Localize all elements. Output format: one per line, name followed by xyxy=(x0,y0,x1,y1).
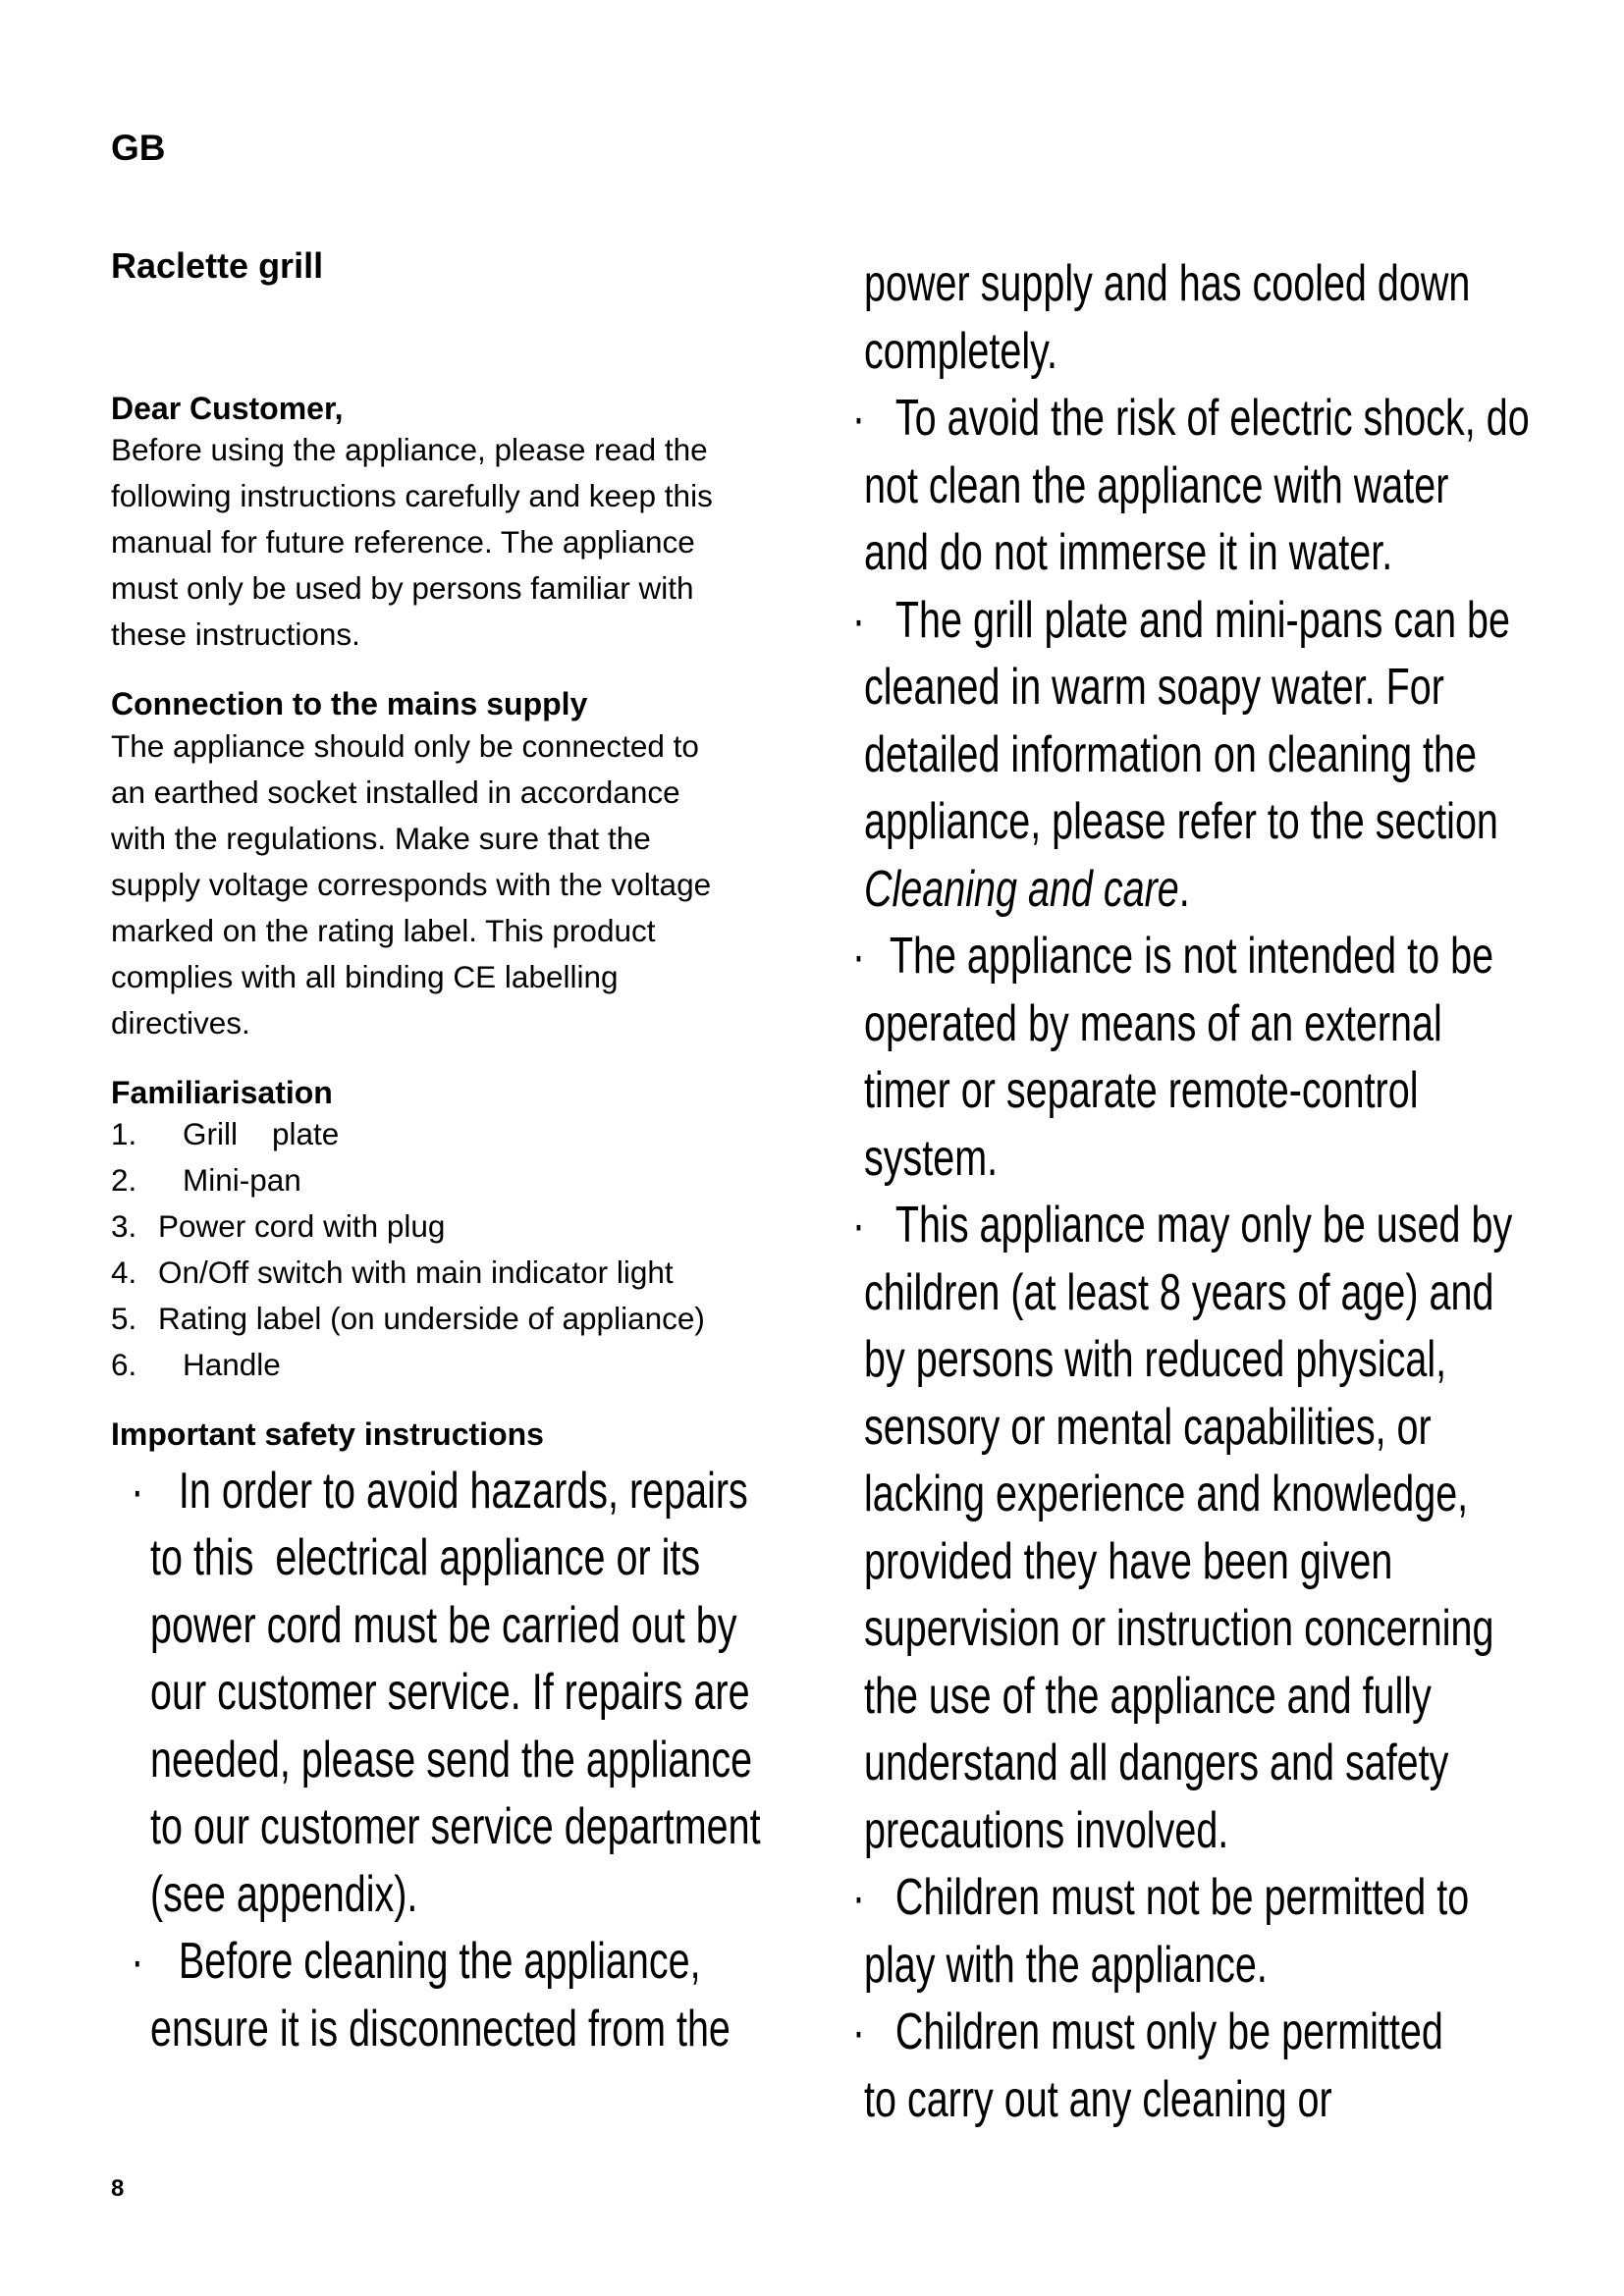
parts-list xyxy=(111,1111,798,1388)
text-line: directives. xyxy=(111,1004,250,1041)
item-text: Rating label (on underside of appliance) xyxy=(158,1301,705,1337)
text-line: the use of the appliance and fully xyxy=(864,1667,1432,1725)
item-text: Power cord with plug xyxy=(158,1208,446,1245)
bullet-icon: · xyxy=(851,1869,866,1926)
list-item xyxy=(111,1157,798,1203)
text-line: cleaned in warm soapy water. For xyxy=(864,659,1444,716)
mains-supply-section xyxy=(111,685,798,1045)
item-number: 1. xyxy=(111,1116,137,1152)
page-number: 8 xyxy=(111,2175,125,2202)
text-line: to this electrical appliance or its xyxy=(150,1529,701,1587)
item-number: 3. xyxy=(111,1208,137,1245)
text-line: to our customer service department xyxy=(150,1798,761,1856)
bullet-icon: · xyxy=(851,390,866,447)
text-line: ensure it is disconnected from the xyxy=(150,2000,731,2057)
text-line: precautions involved. xyxy=(864,1801,1229,1859)
list-item xyxy=(111,1342,798,1388)
text-line: marked on the rating label. This product xyxy=(111,912,656,948)
safety-bullet xyxy=(851,1864,1581,1999)
text-line: needed, please send the appliance xyxy=(150,1731,753,1789)
bullet-icon: · xyxy=(851,1197,866,1254)
text-line: following instructions carefully and keep this xyxy=(111,478,713,514)
familiarisation-heading: Familiarisation xyxy=(111,1074,333,1110)
text-line: supply voltage corresponds with the voltage xyxy=(111,866,712,902)
text-line: understand all dangers and safety xyxy=(864,1735,1449,1791)
text-line: · The appliance is not intended to be xyxy=(864,923,1409,990)
item-text: Handle xyxy=(183,1347,281,1383)
right-column xyxy=(851,250,1581,2133)
item-number: 2. xyxy=(111,1162,137,1199)
dear-customer-section xyxy=(111,390,798,658)
item-text: Mini-pan xyxy=(183,1162,301,1199)
text-line: not clean the appliance with water xyxy=(864,456,1449,514)
text-line: · To avoid the risk of electric shock, do xyxy=(864,385,1409,453)
text-line: supervision or instruction concerning xyxy=(864,1600,1494,1657)
text-line: completely. xyxy=(864,322,1057,380)
mains-supply-heading: Connection to the mains supply xyxy=(111,686,588,722)
bullet-icon: · xyxy=(851,591,866,649)
text-line: · In order to avoid hazards, repairs xyxy=(150,1458,643,1525)
text-line: operated by means of an external xyxy=(864,994,1442,1052)
text-line: complies with all binding CE labelling xyxy=(111,958,619,994)
safety-section xyxy=(111,1415,798,2062)
mains-supply-text xyxy=(111,723,798,1046)
text-line: timer or separate remote-control xyxy=(864,1062,1419,1119)
text-line: manual for future reference. The appliance xyxy=(111,524,695,561)
list-item xyxy=(111,1111,798,1157)
dear-customer-text xyxy=(111,427,798,658)
text-line: and do not immerse it in water. xyxy=(864,524,1393,581)
text-line: system. xyxy=(864,1129,999,1187)
safety-continuation xyxy=(864,250,1581,385)
text-line: children (at least 8 years of age) and xyxy=(864,1263,1494,1321)
section-reference: Cleaning and care xyxy=(864,860,1179,918)
safety-bullet xyxy=(851,923,1581,1192)
text-line: lacking experience and knowledge, xyxy=(864,1466,1469,1522)
text-line: · Children must not be permitted to xyxy=(864,1864,1409,1932)
safety-bullet xyxy=(851,385,1581,587)
text-line: must only be used by persons familiar with xyxy=(111,570,694,607)
text-line: provided they have been given xyxy=(864,1532,1393,1590)
item-text: Grill plate xyxy=(183,1116,340,1152)
item-text: On/Off switch with main indicator light xyxy=(158,1255,674,1291)
text-line: our customer service. If repairs are xyxy=(150,1664,750,1722)
text-line: an earthed socket installed in accordance xyxy=(111,774,680,810)
language-code: GB xyxy=(111,128,166,168)
bullet-icon: · xyxy=(851,928,866,985)
safety-bullet xyxy=(851,587,1581,924)
text-line: these instructions. xyxy=(111,616,360,653)
text-line: detailed information on cleaning the xyxy=(864,725,1477,783)
item-number: 4. xyxy=(111,1255,137,1291)
safety-bullet xyxy=(851,1192,1581,1864)
left-column xyxy=(111,245,798,2062)
item-number: 6. xyxy=(111,1347,137,1383)
item-number: 5. xyxy=(111,1301,137,1337)
text-line: by persons with reduced physical, xyxy=(864,1331,1447,1388)
text-line: appliance, please refer to the section xyxy=(864,793,1498,850)
safety-bullets-left xyxy=(131,1458,798,2063)
list-item xyxy=(111,1203,798,1250)
text-line: Cleaning and care. xyxy=(864,860,1190,918)
text-line: sensory or mental capabilities, or xyxy=(864,1398,1432,1456)
text-line: · Before cleaning the appliance, xyxy=(150,1928,643,1996)
bullet-icon: · xyxy=(851,2003,866,2060)
text-line: with the regulations. Make sure that the xyxy=(111,820,651,856)
text-line: Before using the appliance, please read the xyxy=(111,432,708,468)
list-item xyxy=(111,1296,798,1342)
document-title: Raclette grill xyxy=(111,245,324,286)
text-line: · Children must only be permitted xyxy=(864,1999,1409,2066)
text-line: to carry out any cleaning or xyxy=(864,2070,1332,2128)
text-line: · The grill plate and mini-pans can be xyxy=(864,587,1409,655)
list-item xyxy=(111,1250,798,1296)
text-line: · This appliance may only be used by xyxy=(864,1192,1409,1259)
text-line: (see appendix). xyxy=(150,1865,418,1923)
bullet-icon: · xyxy=(131,1462,144,1520)
text-line: play with the appliance. xyxy=(864,1936,1268,1994)
bullet-icon: · xyxy=(131,1933,144,1991)
safety-bullet xyxy=(851,1999,1581,2133)
text-line: power supply and has cooled down xyxy=(864,255,1471,312)
familiarisation-section xyxy=(111,1074,798,1388)
text-line: power cord must be carried out by xyxy=(150,1596,737,1654)
dear-customer-heading: Dear Customer, xyxy=(111,391,344,426)
safety-bullet xyxy=(131,1928,798,2062)
safety-bullet xyxy=(131,1458,798,1929)
text-line: The appliance should only be connected to xyxy=(111,727,699,764)
safety-heading: Important safety instructions xyxy=(111,1416,544,1453)
